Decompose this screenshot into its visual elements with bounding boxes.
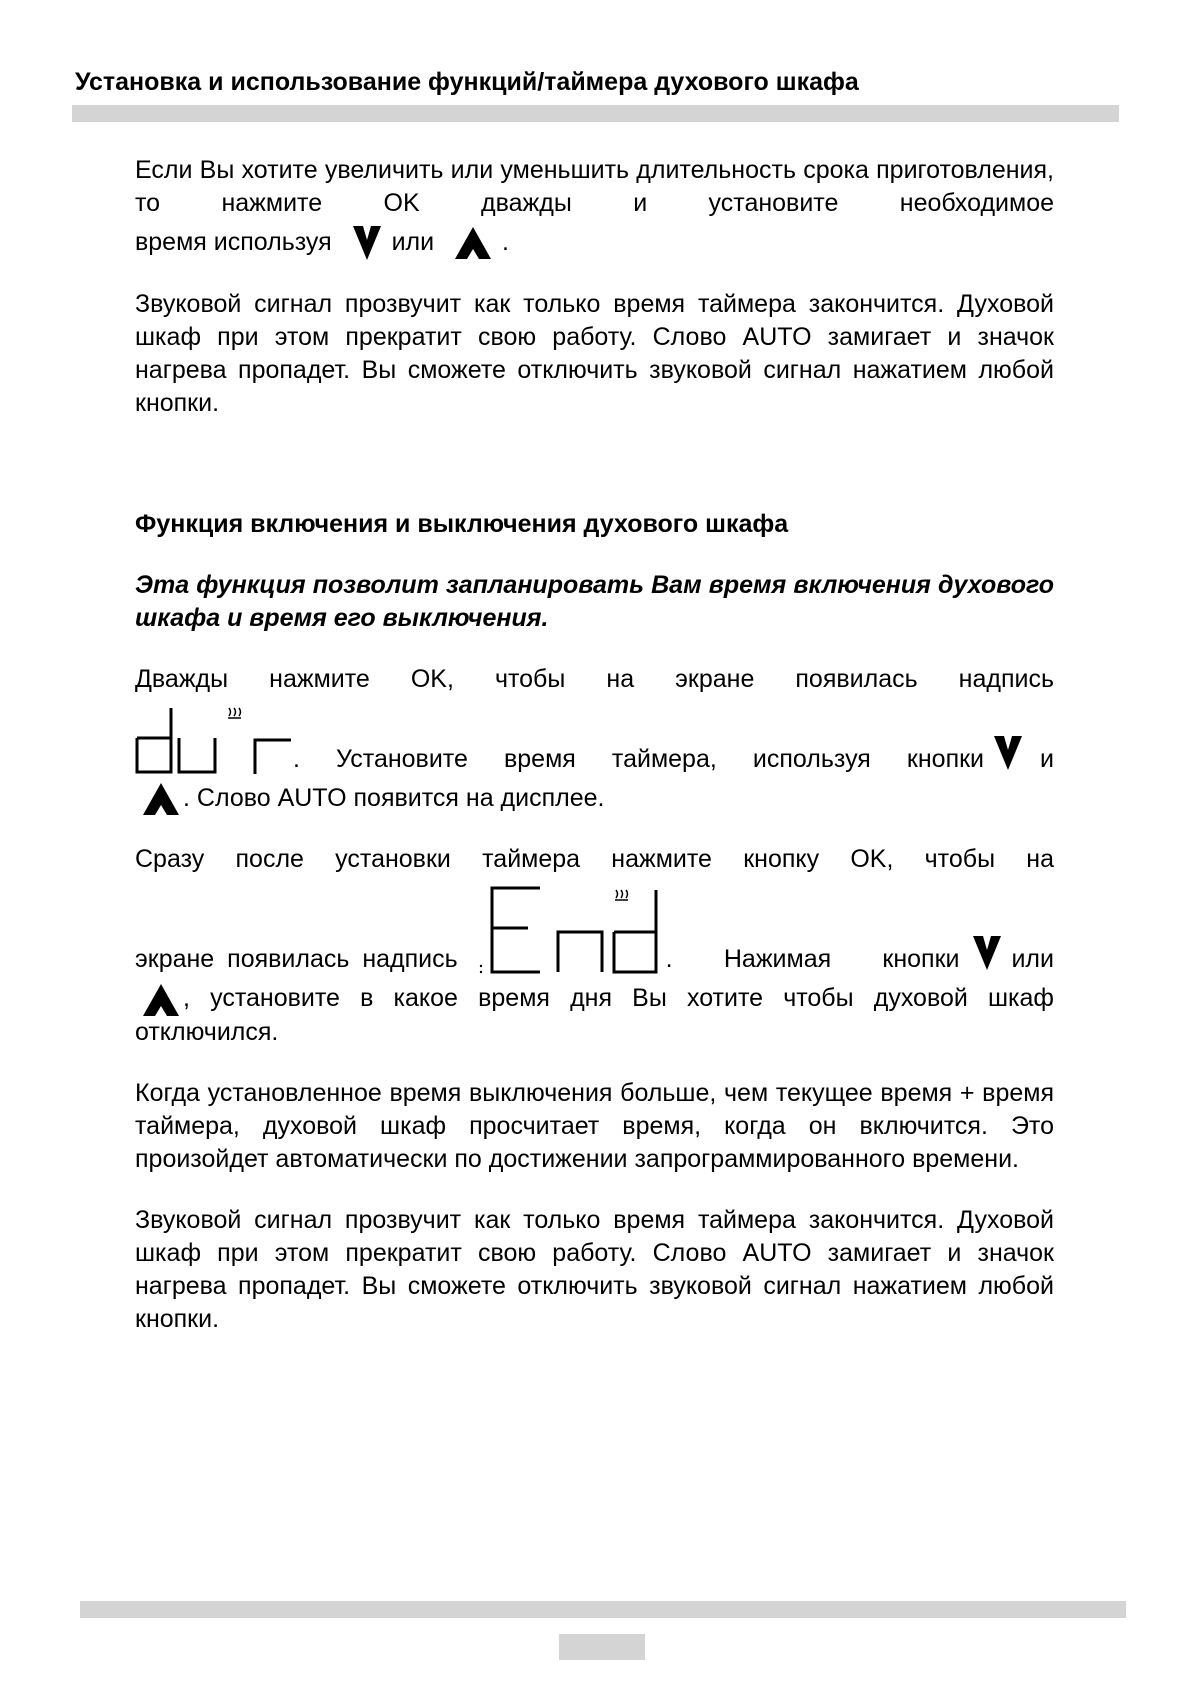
paragraph-signal-2: Звуковой сигнал прозвучит как только время таймера закончится. Духовой шкаф при этом прекратит свою работу. Слово AUTO замигает и значок нагрева пропадет. Вы сможете отключить звуковой сигнал нажатием любой кнопки. — [135, 1205, 1054, 1333]
footer-divider — [80, 1601, 1126, 1618]
section-heading: Функция включения и выключения духового шкафа — [135, 510, 789, 539]
arrow-up-icon — [143, 783, 179, 815]
dur-line-3 — [135, 782, 1054, 815]
arrow-down-icon — [994, 736, 1022, 770]
end-press-text: . Нажимая кнопки — [665, 945, 960, 974]
paragraph-end — [135, 843, 1054, 1048]
arrow-down-icon — [973, 936, 1001, 970]
page-header-title: Установка и использование функций/таймера духового шкафа — [75, 68, 859, 96]
section-intro: Эта функция позволит запланировать Вам время включения духового шкафа и время его выключения. — [135, 571, 1054, 633]
paragraph-dur — [135, 663, 1054, 815]
text-period: . — [502, 228, 509, 256]
dur-line-1: Дважды нажмите OK, чтобы на экране появилась надпись — [135, 665, 1054, 694]
dur-line-2 — [135, 704, 1054, 776]
page-number-box — [559, 1634, 645, 1660]
page-content — [135, 154, 1054, 1336]
dur-auto-text: . Слово AUTO появится на дисплее. — [183, 784, 605, 813]
lcd-display-dur — [135, 704, 293, 776]
heat-icon — [228, 708, 241, 718]
text-using: время используя — [135, 228, 332, 256]
paragraph-calc: Когда установленное время выключения больше, чем текущее время + время таймера, духовой шкаф просчитает время, когда он включится. Это произойдет автоматически по достижении запрограммированного времени. — [135, 1078, 1054, 1173]
arrow-up-icon — [455, 227, 491, 259]
arrow-up-icon — [143, 984, 179, 1016]
end-line-2 — [135, 884, 1054, 976]
end-line-3 — [135, 982, 1054, 1048]
arrow-down-icon — [353, 226, 381, 260]
text-or: или — [391, 228, 435, 256]
end-prefix-text: экране появилась надпись — [135, 945, 458, 974]
end-line-1: Сразу после установки таймера нажмите кнопку OK, чтобы на — [135, 845, 1054, 874]
text-and: и — [1040, 745, 1054, 774]
lcd-display-end — [478, 884, 666, 976]
paragraph-adjust-text-2 — [135, 226, 509, 260]
paragraph-adjust-time — [135, 154, 1054, 260]
dur-set-text: . Установите время таймера, используя кнопки — [293, 745, 985, 774]
heat-icon — [615, 890, 628, 900]
paragraph-adjust-text: Если Вы хотите увеличить или уменьшить длительность срока приготовления, то нажмите OK дважды и установите необходимое — [135, 156, 1054, 217]
text-or-2: или — [1011, 945, 1054, 974]
paragraph-signal: Звуковой сигнал прозвучит как только время таймера закончится. Духовой шкаф при этом прекратит свою работу. Слово AUTO замигает и значок нагрева пропадет. Вы сможете отключить звуковой сигнал нажатием любой кнопки. — [135, 290, 1054, 418]
header-divider — [72, 105, 1119, 122]
end-set-text: , установите в какое время дня Вы хотите чтобы духовой шкаф отключился. — [135, 984, 1054, 1046]
